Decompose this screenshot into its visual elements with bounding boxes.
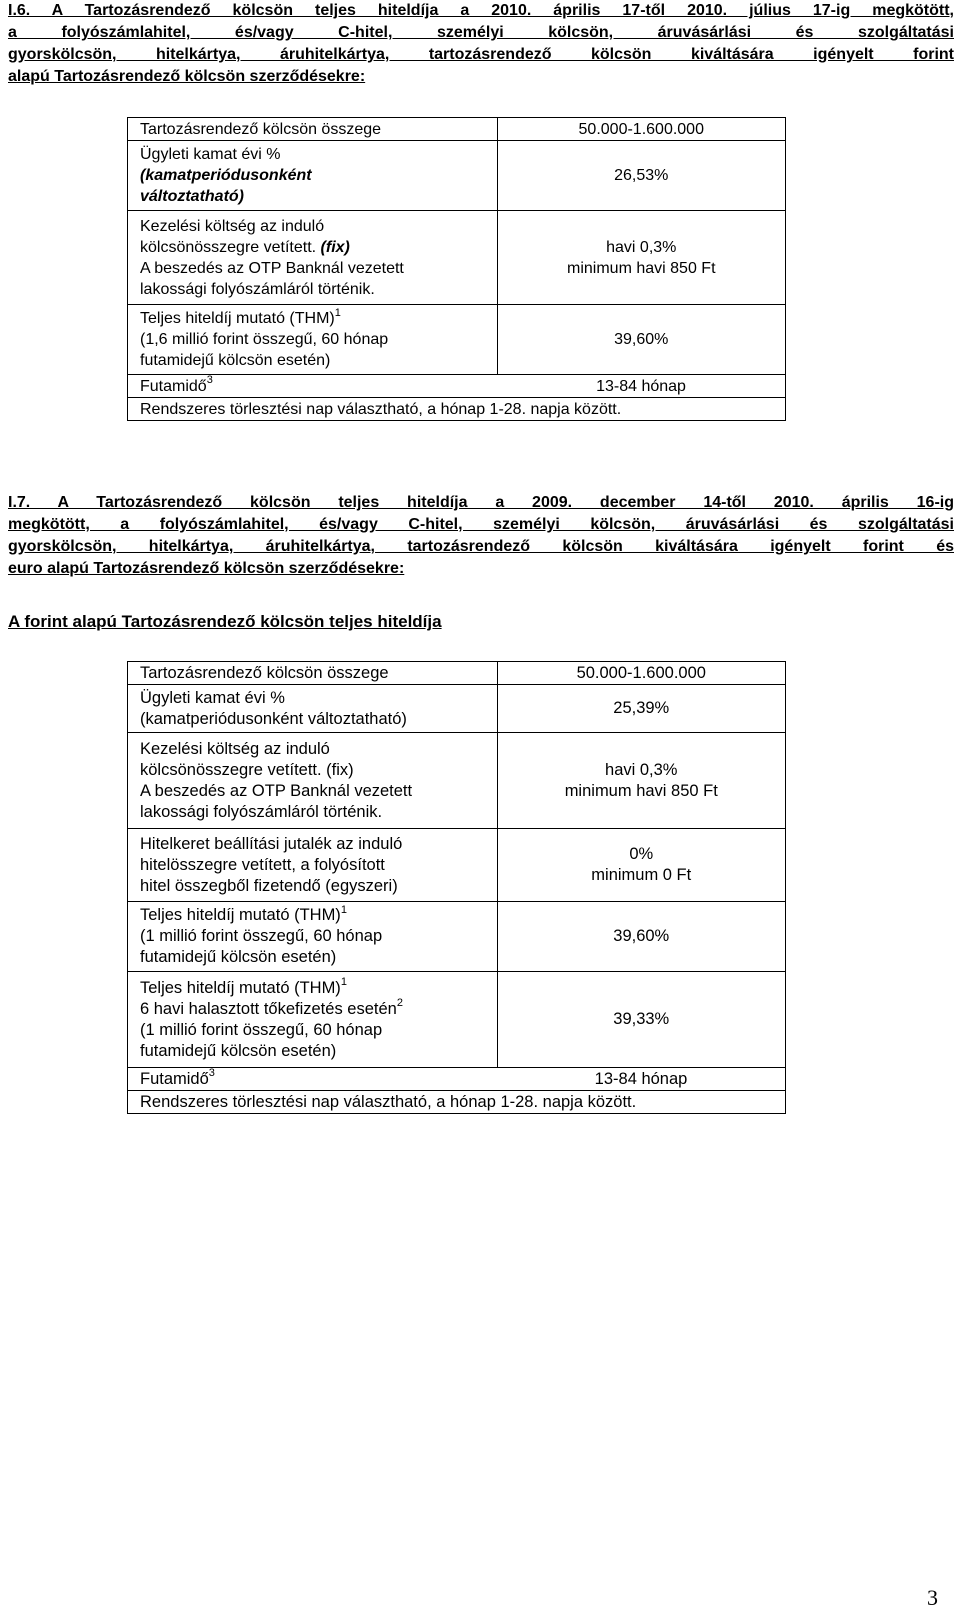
row-label: Teljes hiteldíj mutató (THM)$^1$ 6 havi halasztott tőkefizetés esetén$^2$ (1 millió forint összegű, 60 hónap futamidejű kölcsön esetén) bbox=[128, 972, 498, 1068]
row-value: 50.000-1.600.000 bbox=[497, 118, 785, 141]
section-2-heading-line2: megkötött, a folyószámlahitel, és/vagy C-hitel, személyi kölcsön, áruvásárlási és szolgáltatási bbox=[8, 516, 954, 533]
row-label: Futamidő$^3$ bbox=[128, 1068, 498, 1091]
section-2-heading bbox=[8, 492, 954, 580]
table-row bbox=[128, 829, 786, 902]
row-value: 13-84 hónap bbox=[497, 375, 785, 398]
table-row bbox=[128, 305, 786, 375]
rates-table-2 bbox=[127, 661, 786, 1114]
row-value: havi 0,3% minimum havi 850 Ft bbox=[497, 211, 785, 305]
table-row bbox=[128, 1091, 786, 1114]
row-label: Tartozásrendező kölcsön összege bbox=[128, 118, 498, 141]
subheading: A forint alapú Tartozásrendező kölcsön teljes hiteldíja bbox=[8, 612, 442, 631]
row-label: Ügyleti kamat évi % (kamatperiódusonként változtatható) bbox=[128, 685, 498, 733]
table-row bbox=[128, 662, 786, 685]
row-value: havi 0,3% minimum havi 850 Ft bbox=[497, 733, 785, 829]
row-value: 39,60% bbox=[497, 305, 785, 375]
section-1-heading-line4: alapú Tartozásrendező kölcsön szerződésekre: bbox=[8, 68, 366, 85]
table-row bbox=[128, 211, 786, 305]
table-row bbox=[128, 685, 786, 733]
section-2-heading-line1: I.7. A Tartozásrendező kölcsön teljes hiteldíja a 2009. december 14-től 2010. április 16-ig bbox=[8, 494, 954, 511]
rates-table-1 bbox=[127, 117, 786, 421]
row-label: Teljes hiteldíj mutató (THM)$^1$ (1,6 millió forint összegű, 60 hónap futamidejű kölcsön esetén) bbox=[128, 305, 498, 375]
table-row bbox=[128, 375, 786, 398]
row-note: Rendszeres törlesztési nap választható, a hónap 1-28. napja között. bbox=[128, 1091, 786, 1114]
row-value: 13-84 hónap bbox=[497, 1068, 785, 1091]
row-label: Futamidő$^3$ bbox=[128, 375, 498, 398]
section-1-heading bbox=[8, 0, 954, 88]
row-label: Kezelési költség az induló kölcsönösszegre vetített. (fix) A beszedés az OTP Banknál vezetett lakossági folyószámláról történik. bbox=[128, 733, 498, 829]
row-value: 39,60% bbox=[497, 902, 785, 972]
row-value: 25,39% bbox=[497, 685, 785, 733]
section-2-heading-line4: euro alapú Tartozásrendező kölcsön szerződésekre: bbox=[8, 560, 405, 577]
row-note: Rendszeres törlesztési nap választható, a hónap 1-28. napja között. bbox=[128, 398, 786, 421]
table-row bbox=[128, 972, 786, 1068]
row-value: 39,33% bbox=[497, 972, 785, 1068]
row-label: Ügyleti kamat évi % (kamatperiódusonként változtatható) bbox=[128, 141, 498, 211]
row-label: Kezelési költség az induló kölcsönösszegre vetített. (fix) A beszedés az OTP Banknál vezetett lakossági folyószámláról történik. bbox=[128, 211, 498, 305]
row-value: 26,53% bbox=[497, 141, 785, 211]
section-1-heading-line3: gyorskölcsön, hitelkártya, áruhitelkártya, tartozásrendező kölcsön kiváltására igényelt forint bbox=[8, 46, 954, 63]
table-row bbox=[128, 1068, 786, 1091]
table-row bbox=[128, 141, 786, 211]
section-2-heading-line3: gyorskölcsön, hitelkártya, áruhitelkártya, tartozásrendező kölcsön kiváltására igényelt forint és bbox=[8, 538, 954, 555]
row-label: Hitelkeret beállítási jutalék az induló hitelösszegre vetített, a folyósított hitel összegből fizetendő (egyszeri) bbox=[128, 829, 498, 902]
section-1-heading-line1: I.6. A Tartozásrendező kölcsön teljes hiteldíja a 2010. április 17-től 2010. július 17-ig megkötött, bbox=[8, 2, 954, 19]
table-row bbox=[128, 733, 786, 829]
table-row bbox=[128, 902, 786, 972]
row-label: Tartozásrendező kölcsön összege bbox=[128, 662, 498, 685]
table-row bbox=[128, 398, 786, 421]
page-number: 3 bbox=[927, 1585, 938, 1610]
row-value: 0% minimum 0 Ft bbox=[497, 829, 785, 902]
table-row bbox=[128, 118, 786, 141]
section-1-heading-line2: a folyószámlahitel, és/vagy C-hitel, személyi kölcsön, áruvásárlási és szolgáltatási bbox=[8, 24, 954, 41]
row-label: Teljes hiteldíj mutató (THM)$^1$ (1 millió forint összegű, 60 hónap futamidejű kölcsön esetén) bbox=[128, 902, 498, 972]
row-value: 50.000-1.600.000 bbox=[497, 662, 785, 685]
